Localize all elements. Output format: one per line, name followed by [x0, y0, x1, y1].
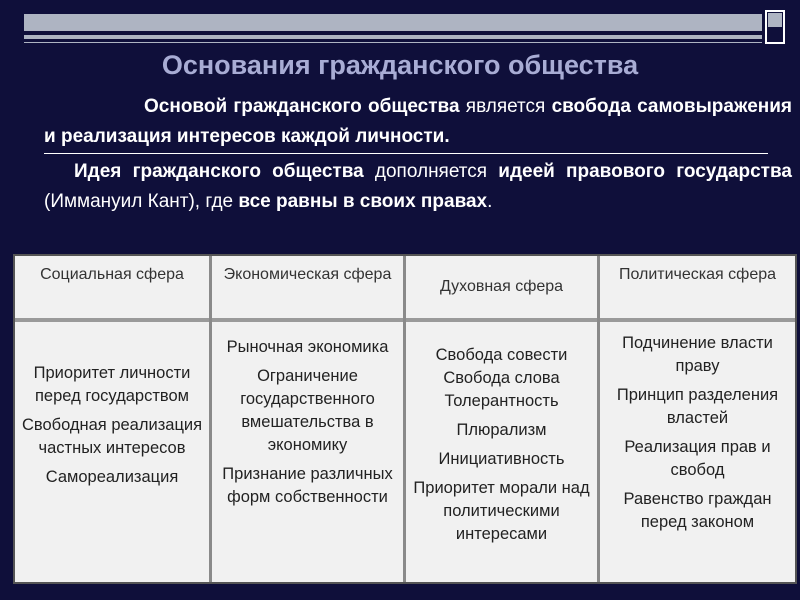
column-body-political	[600, 332, 795, 540]
spheres-table	[13, 254, 797, 584]
column-body-social	[15, 362, 209, 495]
text-run: дополняется	[363, 161, 499, 182]
text-run: свобода самовыражения и реализация интересов каждой личности.	[44, 96, 793, 147]
sphere-item: Плюрализм	[456, 421, 547, 439]
column-economic	[212, 256, 403, 582]
sphere-item: Приоритет личности перед государством	[33, 364, 191, 405]
sphere-item: Инициативность	[438, 450, 565, 468]
sphere-item: Реализация прав и свобод	[624, 438, 771, 479]
slide-title: Основания гражданского общества	[161, 50, 639, 80]
sphere-item: Подчинение власти праву	[622, 334, 773, 375]
sphere-item: Самореализация	[45, 468, 179, 486]
column-header-political: Политическая сфера	[618, 266, 777, 283]
header-decor-bar	[24, 14, 762, 31]
column-body-spiritual	[406, 344, 597, 552]
sphere-item: Признание различных форм собственности	[222, 465, 393, 506]
text-run: все равны в своих правах	[238, 191, 488, 212]
column-social	[15, 256, 209, 582]
text-run: идеей правового государства	[498, 161, 792, 182]
paragraph-idea	[44, 157, 792, 217]
header-decor-thin-line	[24, 42, 762, 43]
sphere-item: Свобода слова	[443, 369, 560, 387]
column-spiritual	[406, 256, 597, 582]
sphere-item: Принцип разделения властей	[616, 386, 779, 427]
text-run: Идея гражданского общества	[74, 161, 364, 182]
text-run: является	[459, 96, 552, 117]
paragraph-basis	[44, 92, 792, 152]
sphere-item: Свободная реализация частных интересов	[21, 416, 203, 457]
sphere-item: Ограничение государственного вмешательства в экономику	[240, 367, 375, 454]
sphere-item: Толерантность	[444, 392, 559, 410]
column-header-spiritual: Духовная сфера	[439, 278, 564, 295]
sphere-item: Свобода совести	[435, 346, 568, 364]
text-run: Основой гражданского общества	[144, 96, 460, 117]
sphere-item: Рыночная экономика	[226, 338, 389, 356]
header-decor-line	[24, 35, 762, 39]
sphere-item: Приоритет морали над политическими интересами	[413, 479, 590, 543]
column-header-social: Социальная сфера	[40, 266, 184, 283]
column-political	[600, 256, 795, 582]
header-decor-inner-square	[768, 13, 782, 27]
column-header-economic: Экономическая сфера	[223, 266, 392, 283]
sphere-item: Равенство граждан перед законом	[623, 490, 772, 531]
text-run: .	[487, 191, 493, 212]
column-body-economic	[212, 336, 403, 515]
paragraph-separator	[44, 153, 768, 154]
text-run: (Иммануил Кант), где	[44, 191, 239, 212]
